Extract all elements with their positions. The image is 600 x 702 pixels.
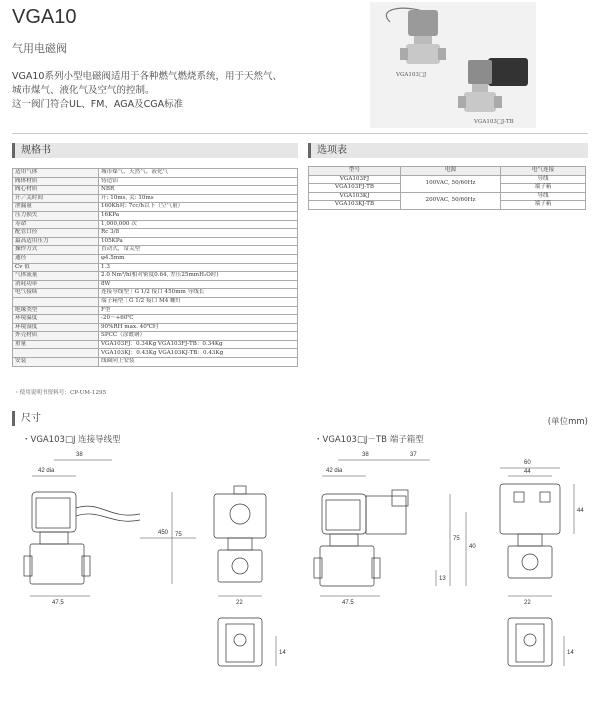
spec-value: 直动式，常关型 [99, 246, 298, 255]
spec-value: φ4.5mm [99, 254, 298, 263]
spec-value: 城市煤气、天然气、液化气 [99, 169, 298, 178]
dim-label: 47.5 [342, 600, 354, 606]
spec-key: 绝缘类型 [13, 306, 99, 315]
dim-label: 450 [158, 530, 169, 536]
product-title: VGA10 [12, 6, 77, 28]
dim-label: 75 [453, 536, 460, 542]
dim-label: 22 [524, 600, 531, 606]
options-header: 型号 [309, 167, 401, 176]
dim-label: 37 [410, 452, 417, 458]
spec-value: 1.3 [99, 263, 298, 272]
spec-key: 操作方式 [13, 246, 99, 255]
options-header: 电源 [401, 167, 501, 176]
spec-key: 重量 [13, 340, 99, 349]
options-cell: 100VAC, 50/60Hz [401, 175, 501, 192]
spec-value: -20～+60℃ [99, 315, 298, 324]
spec-value: 8W [99, 280, 298, 289]
spec-value: VGA103KJ：0.43Kg VGA103KJ-TB：0.43Kg [99, 349, 298, 358]
dimensions-section-title: 尺寸 [12, 411, 172, 426]
spec-value: Rc 3/8 [99, 229, 298, 238]
spec-key: 阀体材质 [13, 177, 99, 186]
dim-label: 44 [524, 469, 531, 475]
spec-key: Cv 值 [13, 263, 99, 272]
spec-value: 铸造铝 [99, 177, 298, 186]
spec-key: 适用气体 [13, 169, 99, 178]
spec-key: 外壳材质 [13, 332, 99, 341]
options-cell: 导线 [501, 192, 586, 201]
dim-label: 14 [279, 650, 286, 656]
dim-label: 60 [524, 460, 531, 466]
spec-value: 2.0 Nm³/h(相对密度0.64, 差压25mmH₂O时) [99, 272, 298, 281]
spec-key: 最高适用压力 [13, 237, 99, 246]
spec-key: 气体流量 [13, 272, 99, 281]
desc-line: 这一阀门符合UL、FM、AGA及CGA标准 [12, 99, 184, 110]
spec-key: 环境湿度 [13, 323, 99, 332]
figure-title: ・VGA103□J 连接导线型 [22, 435, 121, 445]
spec-value: VGA103FJ：0.34Kg VGA103FJ-TB：0.34Kg [99, 340, 298, 349]
spec-key: 消耗功率 [13, 280, 99, 289]
options-cell: VGA103KJ-TB [309, 201, 401, 210]
spec-key: 寿命 [13, 220, 99, 229]
photo-label: VGA103□J-TB [474, 119, 514, 125]
spec-key: 环境温度 [13, 315, 99, 324]
spec-section-title: 规格书 [12, 143, 298, 158]
options-section-title: 选项表 [308, 143, 588, 158]
options-cell: VGA103FJ-TB [309, 184, 401, 193]
spec-value: 1,000,000 次 [99, 220, 298, 229]
unit-label: (单位mm) [547, 417, 588, 427]
spec-value: 连接导线型｜G 1/2 接口 450mm 导线长 [99, 289, 298, 298]
dim-label: 22 [236, 600, 243, 606]
spec-value: 16KPa [99, 211, 298, 220]
spec-key: 泄漏量 [13, 203, 99, 212]
spec-key: 开／关时间 [13, 194, 99, 203]
spec-key: 压力损失 [13, 211, 99, 220]
dim-label: 38 [76, 452, 83, 458]
spec-value: NBR [99, 186, 298, 195]
desc-line: 城市煤气、液化气及空气的控制。 [12, 85, 155, 96]
options-cell: VGA103FJ [309, 175, 401, 184]
spec-value: 90%RH max. 40℃时 [99, 323, 298, 332]
options-cell: 导线 [501, 175, 586, 184]
options-cell: 端子箱 [501, 184, 586, 193]
spec-key: 安装 [13, 358, 99, 367]
dim-label: 14 [567, 650, 574, 656]
options-cell: VGA103KJ [309, 192, 401, 201]
options-header: 电气连接 [501, 167, 586, 176]
spec-value: SPCC（涂镀钢） [99, 332, 298, 341]
spec-key: 配管口径 [13, 229, 99, 238]
spec-value: F型 [99, 306, 298, 315]
dim-label: 42 dia [38, 468, 55, 474]
figure-title: ・VGA103□J－TB 端子箱型 [314, 435, 424, 445]
spec-note: ・使用说明书资料号：CP-UM-1295 [14, 390, 107, 396]
photo-label: VGA103□J [396, 72, 427, 78]
spec-value: 线圈向上安装 [99, 358, 298, 367]
spec-value: 160Kh时: 7cc/h以下（空气量） [99, 203, 298, 212]
desc-line: VGA10系列小型电磁阀适用于各种燃气燃烧系统，用于天然气、 [12, 71, 282, 82]
dim-label: 47.5 [52, 600, 64, 606]
spec-key: 电气接续 [13, 289, 99, 298]
dim-label: 40 [469, 544, 476, 550]
spec-key: 阀心材质 [13, 186, 99, 195]
dim-label: 75 [175, 532, 182, 538]
options-cell: 端子箱 [501, 201, 586, 210]
spec-value: 105KPa [99, 237, 298, 246]
dim-label: 42 dia [326, 468, 343, 474]
dim-label: 38 [362, 452, 369, 458]
spec-value: 端子箱型｜G 1/2 接口 M4 螺钉 [99, 297, 298, 306]
product-subtitle: 气用电磁阀 [12, 42, 67, 55]
dim-label: 44 [577, 508, 584, 514]
spec-value: 开: 10ms, 关: 10ms [99, 194, 298, 203]
dim-label: 13 [439, 576, 446, 582]
spec-key: 通径 [13, 254, 99, 263]
options-cell: 200VAC, 50/60Hz [401, 192, 501, 209]
